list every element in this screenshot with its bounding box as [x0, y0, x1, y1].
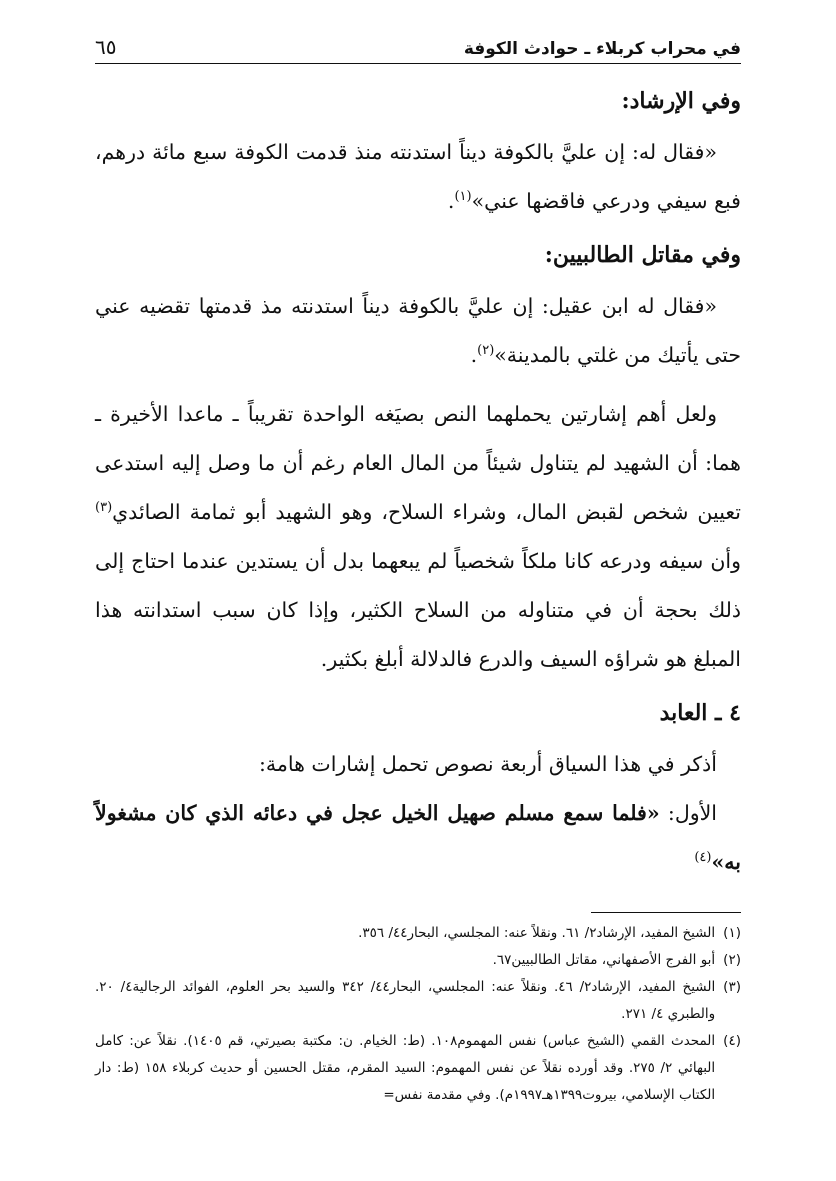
running-header: [95, 30, 741, 64]
quote-maqatil-text: «فقال له ابن عقيل: إن عليَّ بالكوفة ديناً استدنته مذ قدمتها تقضيه عني حتى يأتيك من غلتي بالمدينة»: [95, 294, 741, 367]
first-text-quote: «فلما سمع مسلم صهيل الخيل عجل في دعائه الذي كان مشغولاً به»: [95, 801, 741, 874]
first-text-lead: الأول:: [659, 801, 718, 825]
footnote-ref-2: (٢): [477, 343, 495, 359]
footnote-text: أبو الفرج الأصفهاني، مقاتل الطالبيين٦٧.: [492, 952, 716, 968]
paragraph-analysis-part1: ولعل أهم إشارتين يحملهما النص بصيَغه الواحدة تقريباً ـ ماعدا الأخيرة ـ هما: أن الشهيد لم يتناول شيئاً من المال العام رغم أن ما وصل إليه استدعى تعيين شخص لقبض المال، وشراء السلاح، وهو الشهيد أبو ثمامة الصائدي: [95, 402, 741, 524]
footnote-number: (٣): [723, 979, 741, 995]
quote-irshad-text: «فقال له: إن عليَّ بالكوفة ديناً استدنته منذ قدمت الكوفة سبع مائة درهم، فبع سيفي ودرعي فاقضها عني»: [95, 140, 741, 213]
header-title: في محراب كربلاء ـ حوادث الكوفة: [463, 39, 741, 59]
footnote-text: المحدث القمي (الشيخ عباس) نفس المهموم١٠٨. (ط: الخيام. ن: مكتبة بصيرتي، قم ١٤٠٥). نقلاً عن: كامل البهائي ٢/ ٢٧٥. وقد أورده نقلاً عن نفس المهموم: السيد المقرم، مقتل الحسين أو حديث كربلاء ١٥٨ (ط: دار الكتاب الإسلامي، بيروت١٣٩٩هـ١٩٩٧م). وفي مقدمة نفس=: [95, 1033, 716, 1103]
section-heading-worshipper: ٤ ـ العابد: [659, 700, 741, 726]
footnote-text: الشيخ المفيد، الإرشاد٢/ ٤٦. ونقلاً عنه: المجلسي، البحار٤٤/ ٣٤٢ والسيد بحر العلوم، الفوائد الرجالية٤/ ٢٠. والطبري ٤/ ٢٧١.: [95, 979, 716, 1022]
quote-irshad: «فقال له: إن عليَّ بالكوفة ديناً استدنته منذ قدمت الكوفة سبع مائة درهم، فبع سيفي ودرعي فاقضها عني»$^{(١)}$.: [95, 140, 741, 213]
paragraph-intro: أذكر في هذا السياق أربعة نصوص تحمل إشارات هامة:: [258, 752, 717, 776]
heading-irshad: وفي الإرشاد:: [621, 88, 741, 114]
footnote-text: الشيخ المفيد، الإرشاد٢/ ٦١. ونقلاً عنه: المجلسي، البحار٤٤/ ٣٥٦.: [358, 925, 716, 941]
footnote-divider: [591, 912, 741, 913]
footnote-number: (٢): [723, 952, 741, 968]
paragraph-first-text: [95, 789, 741, 887]
footnotes: [95, 920, 741, 1109]
footnote-1: [95, 920, 741, 947]
footnote-2: [95, 947, 741, 974]
footnote-number: (١): [723, 925, 741, 941]
footnote-ref-4: (٤): [694, 850, 712, 866]
main-text: [95, 78, 741, 887]
footnote-ref-3: (٣): [95, 500, 113, 516]
heading-maqatil: وفي مقاتل الطالبيين:: [544, 242, 741, 268]
footnote-ref-1: (١): [454, 189, 472, 205]
footnote-3: [95, 974, 741, 1028]
paragraph-analysis: [95, 390, 741, 684]
quote-maqatil: «فقال له ابن عقيل: إن عليَّ بالكوفة ديناً استدنته مذ قدمتها تقضيه عني حتى يأتيك من غلتي بالمدينة»$^{(٢)}$.: [95, 294, 741, 367]
footnote-4: [95, 1028, 741, 1109]
page-number: ٦٥: [95, 35, 117, 59]
paragraph-analysis-part2: وأن سيفه ودرعه كانا ملكاً شخصياً لم يبعهما بدل أن يستدين عندما احتاج إلى ذلك بحجة أن في متناوله من السلاح الكثير، وإذا كان سبب استدانته هذا المبلغ هو شراؤه السيف والدرع فالدلالة أبلغ بكثير.: [95, 549, 741, 671]
footnote-number: (٤): [723, 1033, 741, 1049]
